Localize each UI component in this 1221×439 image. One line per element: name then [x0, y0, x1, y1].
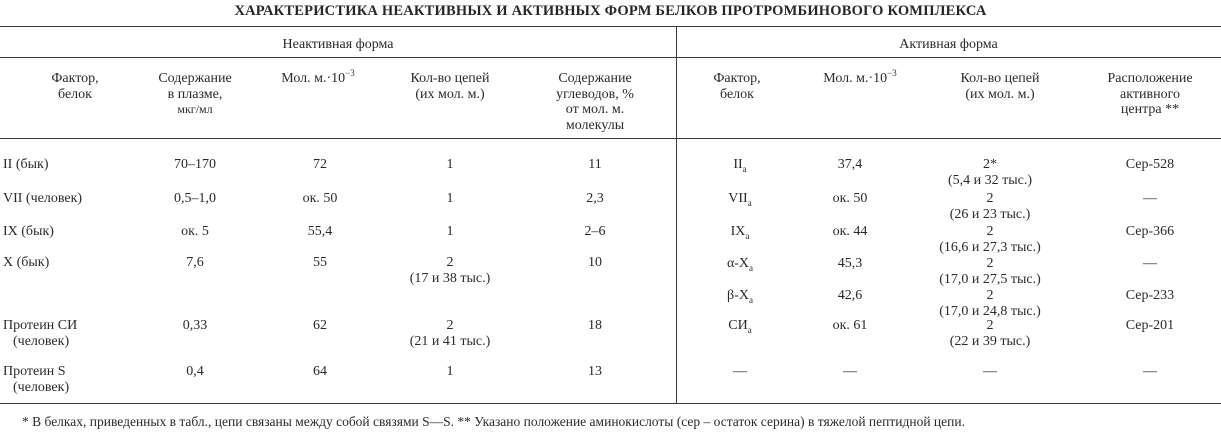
inactive-content: 0,33	[182, 318, 208, 333]
active-site: Сер-366	[1125, 224, 1175, 239]
factor-sub: a	[742, 164, 747, 174]
inactive-mol-mass: 55,4	[307, 224, 333, 239]
table-footnote: * В белках, приведенных в табл., цепи связаны между собой связями S—S. ** Указано положение аминокислоты (сер – остаток серина) в тяжелой пептидной цепи.	[22, 414, 965, 429]
inactive-chains: 1	[446, 224, 454, 239]
chain-masses: (17 и 38 тыс.)	[409, 270, 491, 286]
chain-count: 2	[986, 288, 994, 303]
factor-sub: a	[749, 263, 754, 273]
table-title: ХАРАКТЕРИСТИКА НЕАКТИВНЫХ И АКТИВНЫХ ФОРМ БЕЛКОВ ПРОТРОМБИНОВОГО КОМПЛЕКСА	[234, 3, 987, 19]
header-line: Кол-во цепей	[960, 71, 1040, 86]
inactive-content: 0,5–1,0	[174, 191, 216, 206]
active-chains	[925, 157, 1055, 188]
inactive-chains: 1	[446, 157, 454, 172]
chain-count: 2	[446, 255, 454, 270]
chain-count: 2	[986, 256, 994, 271]
header-active-site	[1085, 71, 1215, 118]
inactive-mol-mass: 72	[313, 157, 327, 172]
active-mol-mass: ок. 61	[832, 318, 868, 333]
header-line: (их мол. м.)	[965, 86, 1035, 102]
inactive-carbs: 11	[588, 157, 602, 172]
inactive-chains: 1	[446, 191, 454, 206]
active-mol-mass: —	[843, 364, 857, 379]
header-factor-active	[692, 71, 782, 102]
chain-masses: (26 и 23 тыс.)	[949, 206, 1031, 222]
factor-name: СИ	[728, 318, 748, 333]
header-plasma-content	[130, 71, 260, 118]
active-chains	[925, 288, 1055, 319]
header-line: Мол. м.·10	[281, 71, 346, 86]
active-mol-mass: 37,4	[837, 157, 863, 172]
inactive-content: 7,6	[186, 255, 204, 270]
header-line: углеводов, %	[556, 86, 634, 102]
inactive-mol-mass: 64	[313, 364, 327, 379]
inactive-factor: IX (бык)	[3, 224, 54, 239]
factor-sub: a	[747, 325, 752, 335]
header-line: Мол. м.·10	[823, 71, 888, 86]
active-factor	[700, 256, 780, 273]
header-line: мкг/мл	[177, 102, 213, 116]
chain-count: 2	[986, 224, 994, 239]
chain-count: 2	[446, 318, 454, 333]
factor-species: (человек)	[13, 333, 70, 349]
inactive-mol-mass: 62	[313, 318, 327, 333]
group-active-form: Активная форма	[899, 37, 998, 52]
active-site: —	[1143, 364, 1157, 379]
inactive-mol-mass: 55	[313, 255, 327, 270]
header-line: центра **	[1120, 102, 1180, 117]
chain-masses: (21 и 41 тыс.)	[409, 333, 491, 349]
header-line: от мол. м.	[565, 102, 625, 117]
active-site: —	[1143, 191, 1157, 206]
header-line: Содержание	[558, 71, 632, 86]
inactive-factor: VII (человек)	[3, 191, 83, 206]
top-rule	[0, 26, 1221, 27]
active-mol-mass: 42,6	[837, 288, 863, 303]
group-inactive-form: Неактивная форма	[282, 37, 394, 52]
active-site: Сер-201	[1125, 318, 1175, 333]
group-header-rule	[0, 57, 1221, 58]
header-mol-mass-inactive	[258, 68, 378, 88]
active-mol-mass: ок. 44	[832, 224, 868, 239]
header-line: молекулы	[565, 117, 625, 133]
factor-sub: a	[747, 198, 752, 208]
header-line: Расположение	[1107, 71, 1193, 86]
active-site: —	[1143, 256, 1157, 271]
chain-count: 2	[986, 318, 994, 333]
inactive-carbs: 2–6	[584, 224, 606, 239]
chain-count: 2*	[983, 157, 997, 172]
header-factor-inactive	[20, 71, 130, 102]
header-line: белок	[58, 86, 92, 102]
chain-masses: (5,4 и 32 тыс.)	[947, 172, 1033, 188]
inactive-chains	[390, 255, 510, 286]
active-chains	[925, 256, 1055, 287]
inactive-factor	[3, 318, 77, 349]
active-mol-mass: 45,3	[837, 256, 863, 271]
active-factor	[700, 288, 780, 305]
active-factor	[700, 191, 780, 208]
active-factor	[700, 318, 780, 335]
inactive-content: 0,4	[186, 364, 204, 379]
header-line: Кол-во цепей	[410, 71, 490, 86]
factor-name: α-X	[726, 256, 750, 271]
form-divider	[676, 26, 677, 403]
inactive-carbs: 18	[588, 318, 602, 333]
inactive-mol-mass: ок. 50	[302, 191, 338, 206]
header-line: (их мол. м.)	[415, 86, 485, 102]
header-mol-mass-active	[800, 68, 920, 88]
header-line: Фактор,	[51, 71, 99, 86]
inactive-carbs: 13	[588, 364, 602, 379]
active-factor	[700, 224, 780, 241]
chain-masses: (16,6 и 27,3 тыс.)	[939, 239, 1041, 255]
inactive-factor	[3, 364, 69, 395]
factor-name: Протеин S	[3, 364, 66, 379]
bottom-rule	[0, 403, 1221, 404]
header-line: Содержание	[158, 71, 232, 86]
factor-name: IX	[730, 224, 746, 239]
chain-masses: (22 и 39 тыс.)	[949, 333, 1031, 349]
factor-name: Протеин СИ	[3, 318, 78, 333]
inactive-chains	[390, 318, 510, 349]
inactive-carbs: 2,3	[586, 191, 604, 206]
chain-masses: (17,0 и 27,5 тыс.)	[939, 271, 1041, 287]
chain-masses: (17,0 и 24,8 тыс.)	[939, 303, 1041, 319]
factor-species: (человек)	[13, 379, 70, 395]
active-chains	[925, 318, 1055, 349]
inactive-content: ок. 5	[181, 224, 209, 239]
inactive-factor: X (бык)	[3, 255, 50, 270]
active-chains	[925, 224, 1055, 255]
factor-name: β-X	[727, 288, 749, 303]
header-sup: −3	[887, 68, 897, 78]
header-chains-inactive	[385, 71, 515, 102]
header-carbohydrates	[535, 71, 655, 133]
header-line: в плазме,	[167, 86, 223, 102]
factor-name: VII	[728, 191, 748, 206]
active-chains	[925, 191, 1055, 222]
header-line: Фактор,	[713, 71, 761, 86]
active-site: Сер-528	[1125, 157, 1175, 172]
header-line: активного	[1120, 86, 1180, 102]
header-sup: −3	[345, 68, 355, 78]
column-header-rule	[0, 138, 1221, 139]
inactive-factor: II (бык)	[3, 157, 49, 172]
inactive-chains: 1	[446, 364, 454, 379]
factor-sub: a	[745, 231, 750, 241]
chain-count: 2	[986, 191, 994, 206]
active-factor: —	[733, 364, 747, 379]
inactive-carbs: 10	[588, 255, 602, 270]
active-chains: —	[983, 364, 997, 379]
header-chains-active	[935, 71, 1065, 102]
inactive-content: 70–170	[174, 157, 216, 172]
factor-sub: a	[748, 295, 753, 305]
header-line: белок	[720, 86, 754, 102]
active-mol-mass: ок. 50	[832, 191, 868, 206]
active-site: Сер-233	[1125, 288, 1175, 303]
active-factor	[700, 157, 780, 174]
factor-name: II	[733, 157, 743, 172]
